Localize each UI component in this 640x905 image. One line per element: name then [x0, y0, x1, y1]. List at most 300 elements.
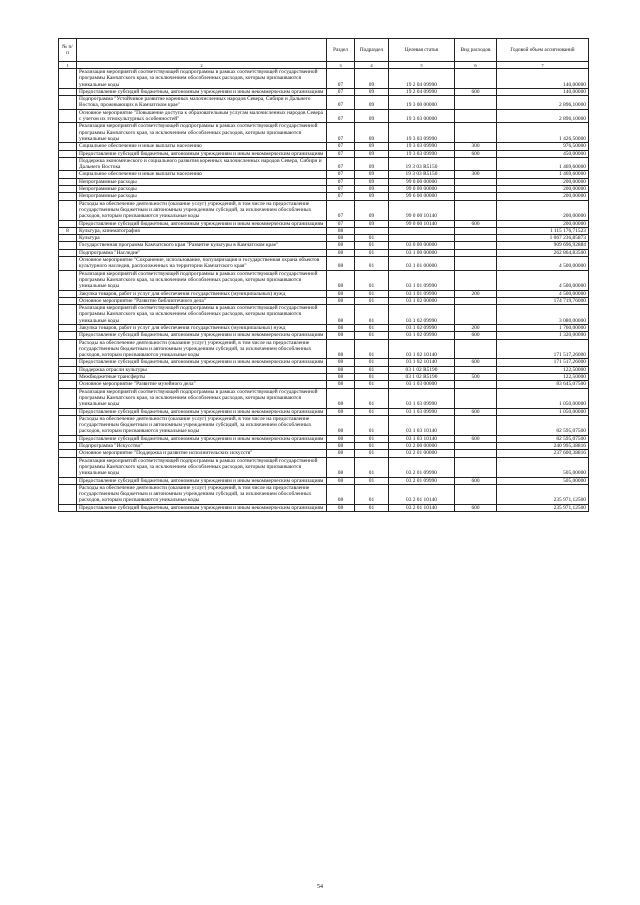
row-amount: 3 080,00000	[497, 305, 589, 325]
row-target-article: 19 3 00 00000	[389, 96, 455, 110]
row-number	[59, 450, 77, 457]
row-amount: 174 719,76000	[497, 297, 589, 304]
row-target-article: 03 1 03 00000	[389, 381, 455, 388]
row-name: Предоставление субсидий бюджетным, автономным учреждениям и иным некоммерческим организациям	[77, 359, 327, 366]
row-expense-type	[455, 69, 497, 89]
row-podrazdel: 09	[355, 96, 389, 110]
row-name: Социальное обеспечение и иные выплаты населению	[77, 171, 327, 178]
table-row	[59, 270, 589, 290]
row-razdel: 08	[327, 388, 355, 408]
row-expense-type	[455, 186, 497, 193]
row-amount: 140,00000	[497, 69, 589, 89]
row-expense-type	[455, 257, 497, 271]
row-razdel: 08	[327, 484, 355, 504]
row-name: Предоставление субсидий бюджетным, автономным учреждениям и иным некоммерческим организациям	[77, 88, 327, 95]
row-razdel: 07	[327, 123, 355, 143]
row-razdel: 07	[327, 109, 355, 123]
row-target-article: 19 3 03 00000	[389, 109, 455, 123]
row-number	[59, 150, 77, 157]
row-amount: 200,00000	[497, 220, 589, 227]
row-razdel: 08	[327, 305, 355, 325]
row-expense-type	[455, 457, 497, 477]
row-podrazdel: 01	[355, 332, 389, 339]
table-row	[59, 457, 589, 477]
row-amount: 200,00000	[497, 200, 589, 220]
row-amount: 4 500,00000	[497, 290, 589, 297]
col-number: 4	[355, 62, 389, 69]
row-target-article: 19 2 04 09990	[389, 88, 455, 95]
row-expense-type	[455, 297, 497, 304]
header-target-article: Целевая статья	[389, 39, 455, 62]
row-target-article: 03 0 00 00000	[389, 242, 455, 249]
row-expense-type	[455, 157, 497, 171]
row-amount: 82 595,07500	[497, 415, 589, 435]
row-expense-type: 600	[455, 332, 497, 339]
row-target-article: 03 1 01 00000	[389, 257, 455, 271]
header-row	[59, 39, 589, 62]
row-podrazdel: 01	[355, 235, 389, 242]
table-row	[59, 150, 589, 157]
row-podrazdel: 09	[355, 193, 389, 200]
row-name: Поддержка экономического и социального развития коренных малочисленных народов Севера, Сибири и Дальнего Востока	[77, 157, 327, 171]
row-amount: 1 067 236,85873	[497, 235, 589, 242]
row-podrazdel: 09	[355, 220, 389, 227]
row-razdel: 08	[327, 435, 355, 442]
row-name: Подпрограмма "Наследие"	[77, 249, 327, 256]
page-number: 54	[317, 884, 323, 890]
row-target-article: 03 2 01 09990	[389, 457, 455, 477]
row-name: Непрограммные расходы	[77, 178, 327, 185]
row-name: Поддержка отрасли культуры	[77, 366, 327, 373]
table-row	[59, 305, 589, 325]
row-number	[59, 235, 77, 242]
row-number	[59, 143, 77, 150]
row-podrazdel: 01	[355, 270, 389, 290]
row-razdel: 08	[327, 415, 355, 435]
row-number	[59, 69, 77, 89]
row-amount: 122,50000	[497, 366, 589, 373]
row-razdel: 07	[327, 143, 355, 150]
row-podrazdel: 09	[355, 123, 389, 143]
row-name: Подпрограмма "Устойчивое развитие коренных малочисленных народов Севера, Сибири и Дальнего Востока, проживающих в Камчатском крае"	[77, 96, 327, 110]
table-row	[59, 157, 589, 171]
row-podrazdel	[355, 227, 389, 234]
row-name: Непрограммные расходы	[77, 186, 327, 193]
document-page	[58, 38, 588, 512]
row-expense-type: 600	[455, 504, 497, 511]
row-number	[59, 157, 77, 171]
row-target-article: 03 1 02 10140	[389, 339, 455, 359]
row-name: Реализация мероприятий соответствующей подпрограммы в рамках соответствующей государственной программы Камчатского края, за исключением обособленных расходов, которым присваиваются уникальные коды	[77, 388, 327, 408]
row-amount: 237 600,38816	[497, 450, 589, 457]
row-number	[59, 200, 77, 220]
row-target-article: 03 2 00 00000	[389, 443, 455, 450]
row-expense-type: 600	[455, 408, 497, 415]
table-row	[59, 366, 589, 373]
row-amount: 200,00000	[497, 178, 589, 185]
row-expense-type: 300	[455, 143, 497, 150]
row-amount: 4 500,00000	[497, 257, 589, 271]
table-row	[59, 477, 589, 484]
header-razdel: Раздел	[327, 39, 355, 62]
row-name: Расходы на обеспечение деятельности (оказание услуг) учреждений, в том числе на предоставление государственным бюджетным и автономным учреждениям субсидий, за исключением обособленных расходов, которым присваиваются уникальные коды	[77, 339, 327, 359]
row-number	[59, 96, 77, 110]
row-razdel: 08	[327, 477, 355, 484]
row-podrazdel: 09	[355, 69, 389, 89]
table-row	[59, 435, 589, 442]
row-name: Основное мероприятие "Повышение доступа к образовательным услугам малочисленных народов Севера с учетом их этнокультурных особенностей"	[77, 109, 327, 123]
row-target-article: 19 3 03 R5150	[389, 171, 455, 178]
row-amount: 976,50000	[497, 143, 589, 150]
row-expense-type: 600	[455, 435, 497, 442]
row-expense-type	[455, 200, 497, 220]
row-amount: 505,00000	[497, 457, 589, 477]
row-razdel: 07	[327, 193, 355, 200]
row-razdel: 07	[327, 96, 355, 110]
row-amount: 1 050,00000	[497, 388, 589, 408]
col-number: 6	[455, 62, 497, 69]
row-number: 8	[59, 227, 77, 234]
row-expense-type	[455, 339, 497, 359]
row-target-article	[389, 227, 455, 234]
row-amount: 1 320,00000	[497, 332, 589, 339]
row-razdel: 08	[327, 374, 355, 381]
col-number: 7	[497, 62, 589, 69]
row-expense-type: 600	[455, 88, 497, 95]
table-row	[59, 96, 589, 110]
row-name: Социальное обеспечение и иные выплаты населению	[77, 143, 327, 150]
row-number	[59, 178, 77, 185]
row-podrazdel: 01	[355, 339, 389, 359]
row-razdel: 07	[327, 150, 355, 157]
row-number	[59, 366, 77, 373]
row-number	[59, 249, 77, 256]
row-target-article: 03 2 01 10140	[389, 504, 455, 511]
row-number	[59, 443, 77, 450]
row-razdel: 08	[327, 324, 355, 331]
row-amount: 450,00000	[497, 150, 589, 157]
row-expense-type	[455, 388, 497, 408]
row-number	[59, 186, 77, 193]
row-podrazdel: 09	[355, 171, 389, 178]
row-razdel: 07	[327, 200, 355, 220]
table-row	[59, 178, 589, 185]
row-expense-type	[455, 109, 497, 123]
row-podrazdel: 01	[355, 457, 389, 477]
row-podrazdel: 01	[355, 388, 389, 408]
row-name: Предоставление субсидий бюджетным, автономным учреждениям и иным некоммерческим организациям	[77, 332, 327, 339]
col-number: 3	[327, 62, 355, 69]
row-number	[59, 381, 77, 388]
row-expense-type: 500	[455, 374, 497, 381]
row-amount: 171 517,26000	[497, 359, 589, 366]
col-number: 1	[59, 62, 77, 69]
row-amount: 2 896,10000	[497, 96, 589, 110]
table-row	[59, 374, 589, 381]
table-row	[59, 484, 589, 504]
table-row	[59, 324, 589, 331]
row-target-article: 03 2 01 10140	[389, 484, 455, 504]
row-podrazdel: 01	[355, 484, 389, 504]
row-podrazdel: 01	[355, 305, 389, 325]
row-target-article: 03 2 01 00000	[389, 450, 455, 457]
row-target-article	[389, 235, 455, 242]
row-number	[59, 220, 77, 227]
row-expense-type: 200	[455, 324, 497, 331]
row-number	[59, 457, 77, 477]
row-number	[59, 242, 77, 249]
row-name: Предоставление субсидий бюджетным, автономным учреждениям и иным некоммерческим организациям	[77, 220, 327, 227]
row-razdel: 08	[327, 450, 355, 457]
row-razdel: 08	[327, 227, 355, 234]
row-amount: 171 517,26000	[497, 339, 589, 359]
row-number	[59, 504, 77, 511]
row-number	[59, 257, 77, 271]
row-name: Культура	[77, 235, 327, 242]
table-row	[59, 332, 589, 339]
row-amount: 240 995,38816	[497, 443, 589, 450]
table-row	[59, 290, 589, 297]
col-number: 2	[77, 62, 327, 69]
row-podrazdel: 01	[355, 504, 389, 511]
row-podrazdel: 09	[355, 150, 389, 157]
row-number	[59, 193, 77, 200]
table-row	[59, 227, 589, 234]
row-razdel: 07	[327, 157, 355, 171]
row-amount: 1 760,00000	[497, 324, 589, 331]
table-row	[59, 339, 589, 359]
row-podrazdel: 09	[355, 109, 389, 123]
header-name	[77, 39, 327, 62]
row-target-article: 03 1 02 09990	[389, 332, 455, 339]
row-target-article: 99 0 00 10140	[389, 200, 455, 220]
row-podrazdel: 01	[355, 374, 389, 381]
table-row	[59, 123, 589, 143]
row-number	[59, 359, 77, 366]
row-number	[59, 339, 77, 359]
row-podrazdel: 01	[355, 324, 389, 331]
row-podrazdel: 01	[355, 249, 389, 256]
row-name: Предоставление субсидий бюджетным, автономным учреждениям и иным некоммерческим организациям	[77, 477, 327, 484]
table-row	[59, 381, 589, 388]
row-expense-type	[455, 178, 497, 185]
table-row	[59, 69, 589, 89]
row-target-article: 03 1 02 R5190	[389, 366, 455, 373]
row-podrazdel: 01	[355, 477, 389, 484]
table-row	[59, 200, 589, 220]
row-razdel: 07	[327, 88, 355, 95]
row-podrazdel: 01	[355, 257, 389, 271]
row-razdel: 08	[327, 249, 355, 256]
row-target-article: 03 1 03 09990	[389, 388, 455, 408]
row-name: Подпрограмма "Искусство"	[77, 443, 327, 450]
row-amount: 83 645,07500	[497, 381, 589, 388]
table-row	[59, 408, 589, 415]
row-amount: 505,00000	[497, 477, 589, 484]
table-row	[59, 257, 589, 271]
row-number	[59, 123, 77, 143]
row-razdel: 08	[327, 408, 355, 415]
row-razdel: 08	[327, 359, 355, 366]
row-name: Государственная программа Камчатского края "Развитие культуры в Камчатском крае"	[77, 242, 327, 249]
row-razdel: 07	[327, 220, 355, 227]
col-number: 5	[389, 62, 455, 69]
header-expense-type: Вид расходов	[455, 39, 497, 62]
header-annual-amount: Годовой объем ассигнований	[497, 39, 589, 62]
row-amount: 200,00000	[497, 193, 589, 200]
row-expense-type	[455, 235, 497, 242]
row-number	[59, 435, 77, 442]
table-row	[59, 235, 589, 242]
column-number-row	[59, 62, 589, 69]
row-razdel: 08	[327, 381, 355, 388]
row-target-article: 03 1 00 00000	[389, 249, 455, 256]
row-number	[59, 88, 77, 95]
row-podrazdel: 09	[355, 200, 389, 220]
row-number	[59, 297, 77, 304]
row-name: Межбюджетные трансферты	[77, 374, 327, 381]
budget-table	[58, 38, 589, 512]
row-amount: 200,00000	[497, 186, 589, 193]
row-razdel: 07	[327, 69, 355, 89]
row-target-article: 03 1 02 09990	[389, 324, 455, 331]
row-amount: 4 500,00000	[497, 270, 589, 290]
row-podrazdel: 01	[355, 297, 389, 304]
row-podrazdel: 09	[355, 186, 389, 193]
row-name: Предоставление субсидий бюджетным, автономным учреждениям и иным некоммерческим организациям	[77, 504, 327, 511]
table-row	[59, 359, 589, 366]
row-name: Предоставление субсидий бюджетным, автономным учреждениям и иным некоммерческим организациям	[77, 408, 327, 415]
table-row	[59, 186, 589, 193]
row-expense-type	[455, 96, 497, 110]
row-amount: 909 696,92884	[497, 242, 589, 249]
row-expense-type	[455, 193, 497, 200]
row-expense-type: 600	[455, 477, 497, 484]
row-number	[59, 484, 77, 504]
row-number	[59, 408, 77, 415]
table-row	[59, 504, 589, 511]
row-podrazdel: 01	[355, 366, 389, 373]
row-razdel: 08	[327, 290, 355, 297]
row-number	[59, 388, 77, 408]
row-name: Непрограммные расходы	[77, 193, 327, 200]
row-expense-type	[455, 249, 497, 256]
table-row	[59, 242, 589, 249]
row-podrazdel: 01	[355, 290, 389, 297]
table-row	[59, 450, 589, 457]
table-row	[59, 220, 589, 227]
row-razdel: 08	[327, 332, 355, 339]
row-razdel: 08	[327, 339, 355, 359]
row-podrazdel: 01	[355, 435, 389, 442]
row-name: Основное мероприятие "Развитие библиотечного дела"	[77, 297, 327, 304]
row-target-article: 03 1 02 00000	[389, 297, 455, 304]
row-target-article: 99 0 00 10140	[389, 220, 455, 227]
row-target-article: 99 6 00 00000	[389, 193, 455, 200]
row-amount: 140,00000	[497, 88, 589, 95]
row-razdel: 08	[327, 457, 355, 477]
row-name: Основное мероприятие "Поддержка и развитие исполнительских искусств"	[77, 450, 327, 457]
row-expense-type	[455, 270, 497, 290]
row-amount: 1 050,00000	[497, 408, 589, 415]
row-expense-type	[455, 450, 497, 457]
row-name: Предоставление субсидий бюджетным, автономным учреждениям и иным некоммерческим организациям	[77, 435, 327, 442]
row-podrazdel: 01	[355, 408, 389, 415]
row-amount: 1 469,60000	[497, 171, 589, 178]
row-razdel: 07	[327, 186, 355, 193]
row-target-article: 03 1 03 10140	[389, 435, 455, 442]
row-name: Реализация мероприятий соответствующей подпрограммы в рамках соответствующей государственной программы Камчатского края, за исключением обособленных расходов, которым присваиваются уникальные коды	[77, 305, 327, 325]
table-row	[59, 171, 589, 178]
row-podrazdel: 01	[355, 359, 389, 366]
header-podrazdel: Подраздел	[355, 39, 389, 62]
row-expense-type	[455, 381, 497, 388]
row-name: Культура, кинематография	[77, 227, 327, 234]
table-row	[59, 88, 589, 95]
row-expense-type: 600	[455, 220, 497, 227]
row-amount: 235 971,12500	[497, 504, 589, 511]
row-expense-type	[455, 415, 497, 435]
row-name: Реализация мероприятий соответствующей подпрограммы в рамках соответствующей государственной программы Камчатского края, за исключением обособленных расходов, которым присваиваются уникальные коды	[77, 270, 327, 290]
row-razdel: 08	[327, 257, 355, 271]
row-amount: 262 864,83500	[497, 249, 589, 256]
row-podrazdel: 01	[355, 450, 389, 457]
row-target-article: 19 3 03 R5150	[389, 157, 455, 171]
row-name: Закупка товаров, работ и услуг для обеспечения государственных (муниципальных) нужд	[77, 324, 327, 331]
table-body	[59, 69, 589, 512]
row-target-article: 19 3 03 09990	[389, 123, 455, 143]
row-number	[59, 270, 77, 290]
row-target-article: 19 3 03 09990	[389, 150, 455, 157]
row-target-article: 03 1 02 R5190	[389, 374, 455, 381]
row-razdel: 08	[327, 235, 355, 242]
row-expense-type: 600	[455, 359, 497, 366]
row-target-article: 03 1 01 09990	[389, 290, 455, 297]
row-name: Закупка товаров, работ и услуг для обеспечения государственных (муниципальных) нужд	[77, 290, 327, 297]
row-name: Реализация мероприятий соответствующей подпрограммы в рамках соответствующей государственной программы Камчатского края, за исключением обособленных расходов, которым присваиваются уникальные коды	[77, 69, 327, 89]
row-razdel: 07	[327, 178, 355, 185]
row-name: Расходы на обеспечение деятельности (оказание услуг) учреждений, в том числе на предоставление государственным бюджетным и автономным учреждениям субсидий, за исключением обособленных расходов, которым присваиваются уникальные коды	[77, 200, 327, 220]
row-name: Расходы на обеспечение деятельности (оказание услуг) учреждений, в том числе на предоставление государственным бюджетным и автономным учреждениям субсидий, за исключением обособленных расходов, которым присваиваются уникальные коды	[77, 415, 327, 435]
table-row	[59, 249, 589, 256]
row-expense-type	[455, 484, 497, 504]
row-target-article: 03 1 02 10140	[389, 359, 455, 366]
row-amount: 2 896,10000	[497, 109, 589, 123]
row-podrazdel: 01	[355, 415, 389, 435]
row-amount: 235 971,12500	[497, 484, 589, 504]
row-target-article: 19 3 03 09990	[389, 143, 455, 150]
row-target-article: 99 0 00 00000	[389, 186, 455, 193]
row-razdel: 08	[327, 443, 355, 450]
row-name: Основное мероприятие "Развитие музейного дела"	[77, 381, 327, 388]
row-name: Реализация мероприятий соответствующей подпрограммы в рамках соответствующей государственной программы Камчатского края, за исключением обособленных расходов, которым присваиваются уникальные коды	[77, 123, 327, 143]
row-number	[59, 109, 77, 123]
row-podrazdel: 09	[355, 143, 389, 150]
row-podrazdel: 09	[355, 88, 389, 95]
row-target-article: 03 1 03 09990	[389, 408, 455, 415]
row-expense-type	[455, 123, 497, 143]
row-number	[59, 415, 77, 435]
row-target-article: 03 1 03 10140	[389, 415, 455, 435]
row-name: Расходы на обеспечение деятельности (оказание услуг) учреждений, в том числе на предоставление государственным бюджетным и автономным учреждениям субсидий, за исключением обособленных расходов, которым присваиваются уникальные коды	[77, 484, 327, 504]
table-row	[59, 193, 589, 200]
row-amount: 1 469,60000	[497, 157, 589, 171]
row-expense-type	[455, 366, 497, 373]
header-no: № п/п	[59, 39, 77, 62]
row-number	[59, 290, 77, 297]
table-row	[59, 143, 589, 150]
row-target-article: 19 2 04 09990	[389, 69, 455, 89]
